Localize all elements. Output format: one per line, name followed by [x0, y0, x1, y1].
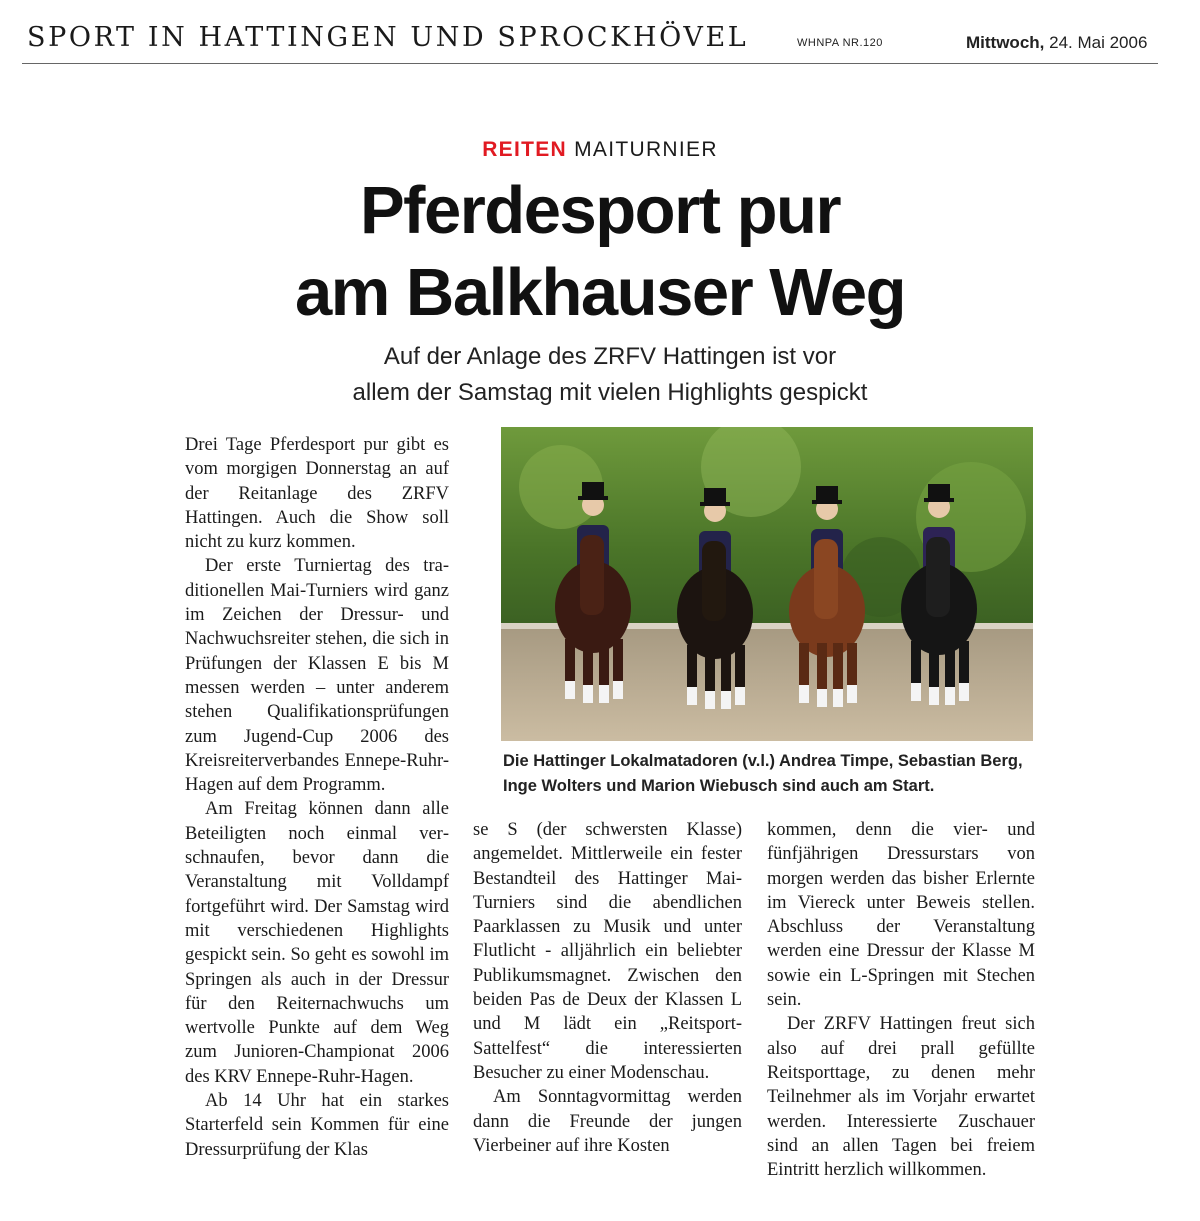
masthead-date-value: 24. Mai 2006: [1049, 33, 1148, 52]
masthead-rule: [22, 63, 1158, 64]
headline-line-1: Pferdesport pur: [359, 173, 841, 248]
paragraph: Am Sonntagvormittag werden dann die Freunde der jungen Vierbeiner auf ihre Kosten: [473, 1087, 742, 1156]
article-column-2: [473, 818, 742, 1158]
masthead-date: [966, 33, 1147, 53]
subhead-line-2: allem der Samstag mit vielen Highlights gespickt: [352, 379, 868, 406]
article-headline: [0, 170, 1200, 334]
headline-line-2: am Balkhauser Weg: [294, 255, 906, 330]
masthead-issue-code: WHNPA NR.120: [797, 37, 883, 49]
subhead-line-1: Auf der Anlage des ZRFV Hattingen ist vor: [383, 343, 837, 370]
paragraph: Der ZRFV Hattingen freut sich also auf drei prall gefüllte Reitsporttage, zu denen mehr Teilnehmer als im Vorjahr erwartet werden. Interessierte Zuschauer sind an allen Tagen bei freiem Eintritt herzlich willkommen.: [767, 1014, 1035, 1181]
article-subhead: [0, 339, 1200, 411]
kicker-sport: REITEN: [482, 138, 567, 161]
kicker-topic: MAITURNIER: [574, 138, 718, 161]
paragraph: Ab 14 Uhr hat ein starkes Starterfeld sein Kommen für eine Dressurprüfung der Klas: [185, 1091, 449, 1160]
paragraph: kommen, denn die vier- und fünfjährigen Dressurstars von morgen werden das bisher Erlernte im Viereck unter Beweis stellen. Abschluss der Veranstaltung werden eine Dressur der Klasse M sowie ein L-Springen mit Stechen sein.: [767, 820, 1035, 1011]
paragraph: se S (der schwersten Klasse) angemeldet. Mittlerweile ein fester Bestandteil des Hattinger Mai-Turniers sind die abendlichen Paarklassen zu Musik und unter Flutlicht - alljährlich ein beliebter Publikumsmagnet. Zwischen den beiden Pas de Deux der Klassen L und M lädt ein „Reitsport-Sattelfest“ die interessierten Besucher zu einer Modenschau.: [473, 820, 742, 1083]
paragraph: Der erste Turniertag des traditionellen Mai-Turniers wird ganz im Zeichen der Dressur- und Nachwuchsreiter stehen, die sich in Prüfungen der Klassen E bis M messen werden – unter anderem stehen Qualifikationsprüfungen zum Jugend-Cup 2006 des Kreisreiterverbandes Ennepe-Ruhr-Hagen auf dem Programm.: [185, 556, 449, 796]
article-column-1: [185, 433, 449, 1162]
paragraph: Drei Tage Pferdesport pur gibt es vom morgigen Donnerstag an auf der Reitanlage des ZRFV Hattingen. Auch die Show soll nicht zu kurz kommen.: [185, 435, 449, 553]
photo-caption: Die Hattinger Lokalmatadoren (v.l.) Andrea Timpe, Sebastian Berg, Inge Wolters und Marion Wiebusch sind auch am Start.: [503, 752, 1023, 795]
article-column-3: [767, 818, 1035, 1182]
masthead-weekday: Mittwoch,: [966, 33, 1045, 52]
article-photo: [501, 427, 1033, 741]
article-kicker: [0, 138, 1200, 162]
masthead-section-title: SPORT IN HATTINGEN UND SPROCKHÖVEL: [27, 22, 749, 53]
paragraph: Am Freitag können dann alle Beteiligten noch einmal verschnaufen, bevor dann die Veranstaltung mit Volldampf fortgeführt wird. Der Samstag wird mit verschiedenen Highlights gespickt sein. So geht es sowohl im Springen als auch in der Dressur für den Reiternachwuchs um wertvolle Punkte auf dem Weg zum Junioren-Championat 2006 des KRV Ennepe-Ruhr-Hagen.: [185, 799, 449, 1087]
